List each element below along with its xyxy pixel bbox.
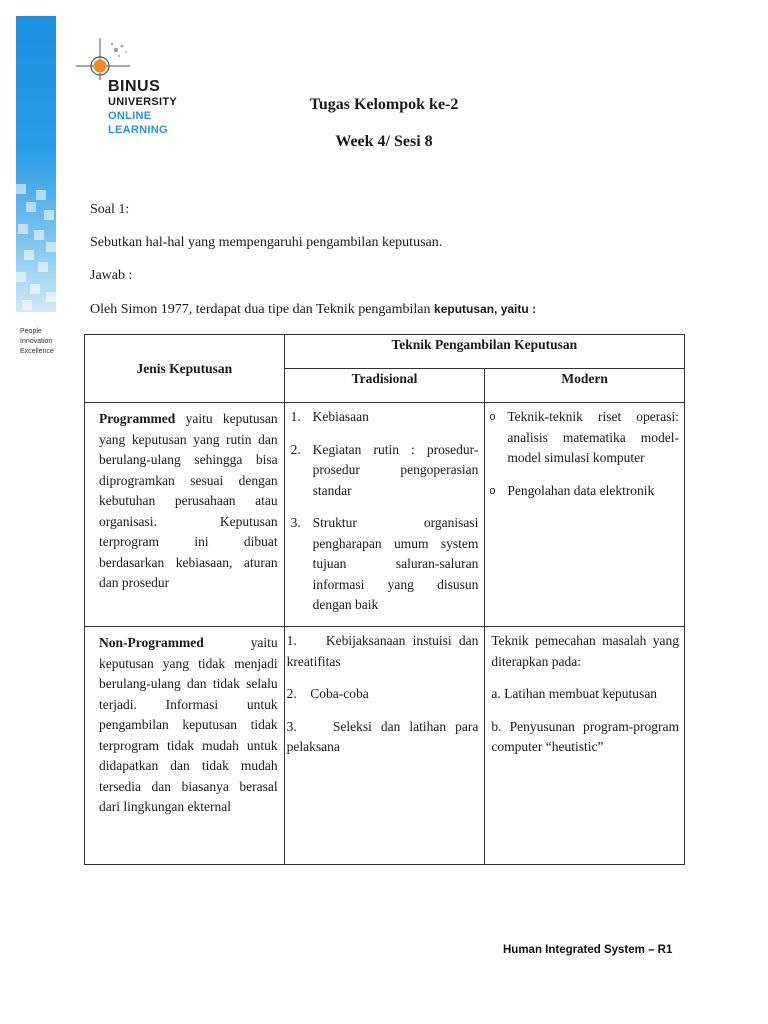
- document-title: Tugas Kelompok ke-2: [309, 96, 459, 113]
- tradisional-cell: [284, 627, 485, 865]
- answer-intro: [90, 302, 536, 318]
- jenis-title: Non-Programmed: [99, 635, 204, 650]
- logo-text-binus: BINUS: [108, 78, 161, 95]
- list-text: Struktur organisasi pengharapan umum system tujuan saluran-saluran informasi yang disusun dengan baik: [312, 515, 479, 612]
- logo-text-learning: LEARNING: [108, 124, 168, 136]
- list-number: 3.: [290, 515, 301, 530]
- list-item: 2. Coba-coba: [286, 686, 369, 701]
- list-item: Teknik pemecahan masalah yang diterapkan pada:: [491, 633, 679, 669]
- motto-line: People: [20, 328, 42, 335]
- list-item: [489, 407, 679, 469]
- question-text: Sebutkan hal-hal yang mempengaruhi pengambilan keputusan.: [90, 235, 443, 250]
- answer-label: Jawab :: [90, 268, 133, 283]
- jenis-description: yaitu keputusan yang tidak menjadi berulang-ulang dan tidak selalu terjadi. Informasi untuk pengambilan keputusan tidak terprogram tidak mudah untuk didapatkan dan tidak mudah tersedia dan biasanya berasal dari lingkungan ekternal: [99, 635, 278, 814]
- document-subtitle: Week 4/ Sesi 8: [335, 133, 433, 150]
- list-text: Kebiasaan: [312, 409, 369, 424]
- side-pixel-pattern: [16, 180, 56, 312]
- binus-logo: [72, 36, 192, 144]
- list-text: Teknik-teknik riset operasi: analisis matematika model-model simulasi komputer: [507, 409, 679, 465]
- jenis-description: yaitu keputusan yang keputusan yang rutin dan berulang-ulang sehingga bisa diprogramkan sesuai dengan kebutuhan perusahaan atau organisasi. Keputusan terprogram ini dibuat berdasarkan kebiasaan, aturan dan prosedur: [99, 411, 278, 590]
- list-number: 1.: [290, 409, 301, 424]
- logo-text-university: UNIVERSITY: [108, 96, 178, 108]
- header-modern: Modern: [485, 369, 685, 403]
- header-jenis: Jenis Keputusan: [85, 335, 285, 403]
- decision-table: [84, 334, 685, 865]
- jenis-cell: [85, 403, 285, 627]
- bullet-icon: o: [489, 484, 496, 497]
- question-number: Soal 1:: [90, 202, 130, 217]
- modern-cell: [485, 627, 685, 865]
- page-footer: Human Integrated System – R1: [503, 944, 673, 956]
- header-tradisional: Tradisional: [284, 369, 485, 403]
- modern-cell: [485, 403, 685, 627]
- list-item: [291, 440, 479, 502]
- list-item: a. Latihan membuat keputusan: [491, 686, 658, 701]
- table-row: [85, 403, 685, 627]
- answer-intro-text: Oleh Simon 1977, terdapat dua tipe dan Teknik pengambilan: [90, 302, 435, 317]
- list-item: 1. Kebijaksanaan instuisi dan kreatifitas: [286, 633, 482, 669]
- tradisional-cell: [284, 403, 485, 627]
- list-item: [291, 513, 479, 616]
- logo-text-online: ONLINE: [108, 110, 152, 122]
- list-number: 2.: [290, 441, 301, 457]
- answer-intro-tail: keputusan, yaitu :: [434, 302, 537, 316]
- list-text: Pengolahan data elektronik: [507, 482, 655, 498]
- bullet-icon: o: [489, 411, 496, 423]
- list-text: Kegiatan rutin : prosedur-prosedur pengoperasian standar: [312, 441, 479, 498]
- list-item: [489, 481, 679, 502]
- table-row: [85, 627, 685, 865]
- jenis-title: Programmed: [99, 411, 176, 426]
- university-motto: [20, 327, 54, 357]
- list-item: 3. Seleksi dan latihan para pelaksana: [286, 718, 482, 754]
- list-item: b. Penyusunan program-program computer “heutistic”: [491, 718, 679, 754]
- list-item: [291, 407, 479, 428]
- header-teknik: Teknik Pengambilan Keputusan: [284, 335, 684, 369]
- motto-line: Innovation: [20, 338, 53, 345]
- jenis-cell: [85, 627, 285, 865]
- motto-line: Excellence: [20, 348, 54, 355]
